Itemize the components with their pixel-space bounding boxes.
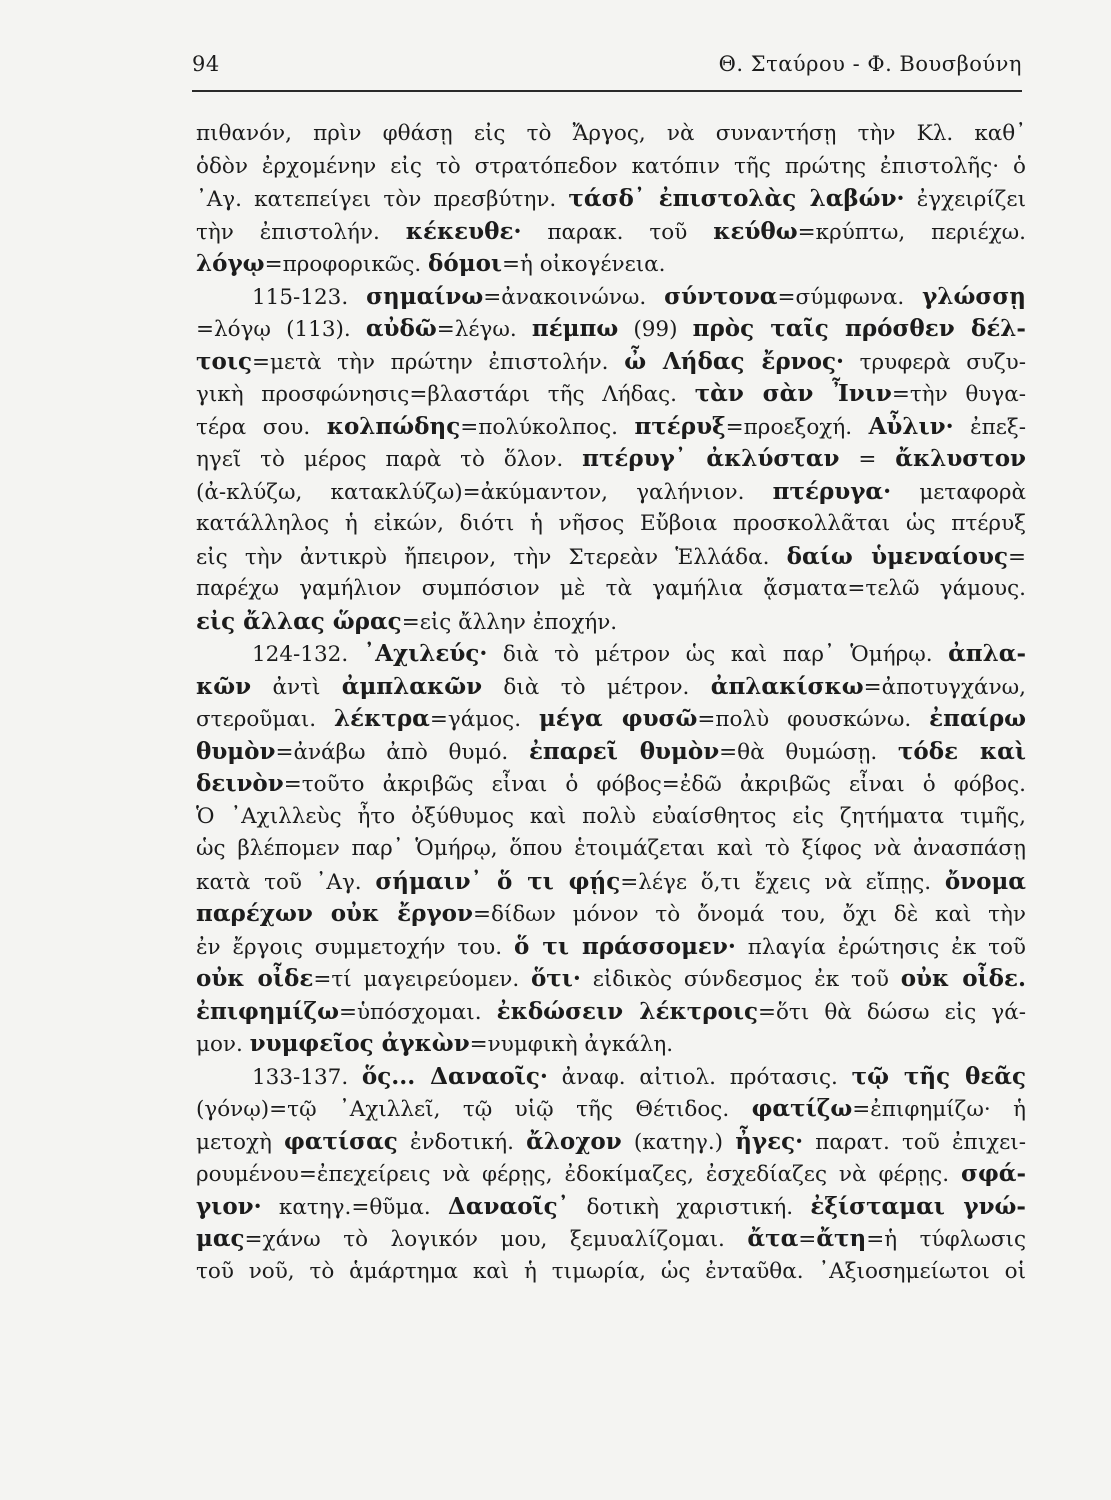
text-line	[196, 638, 1026, 671]
lemma: πτέρυξ	[634, 412, 726, 440]
lemma: γιον·	[196, 1192, 262, 1220]
lemma: κέκευθε·	[405, 217, 522, 245]
gloss: =	[798, 1227, 817, 1252]
gloss: κατάλληλος ἡ εἰκών, διότι ἡ νῆσος Εὔβοια προσκολλᾶται ὡς πτέρυξ	[196, 511, 1026, 536]
gloss: =ὑπόσχομαι.	[338, 999, 497, 1025]
gloss: =ἡ τύφλωσις	[866, 1227, 1026, 1252]
gloss: =εἰς ἄλλην ἐποχήν.	[401, 609, 618, 635]
gloss: =κρύπτω, περιέχω.	[797, 219, 1026, 245]
lemma: τάσδ᾽ ἐπιστολὰς λαβών·	[568, 185, 905, 212]
gloss: =γάμος.	[429, 707, 539, 732]
lemma: ἄλοχον	[526, 1127, 622, 1155]
gloss: =χάνω τὸ λογικόν μου, ξεμυαλίζομαι.	[244, 1227, 748, 1252]
lemma: ἀπλα-	[948, 640, 1026, 667]
lemma: πέμπω	[531, 315, 619, 342]
text-line	[196, 443, 1026, 476]
text-line	[196, 768, 1026, 801]
lemma: σύντονα	[664, 282, 778, 310]
gloss: ἐν ἔργοις συμμετοχήν του.	[196, 934, 514, 960]
gloss: δοτικὴ χαριστική.	[569, 1194, 811, 1220]
gloss: =ἀνάβω ἀπὸ θυμό.	[275, 739, 529, 765]
gloss: =	[1007, 544, 1026, 570]
lemma: θυμὸν	[196, 737, 276, 765]
text-line	[196, 541, 1026, 574]
lemma: Αὖλιν·	[868, 412, 954, 440]
gloss: τὴν ἐπιστολήν.	[196, 219, 406, 245]
lemma: σήμαιν᾽ ὅ τι φῄς	[375, 867, 621, 895]
text-line	[196, 216, 1026, 249]
lemma: οὐκ οἶδε.	[900, 965, 1026, 992]
text-line	[196, 118, 1026, 151]
lemma: οὐκ οἶδε	[196, 965, 314, 992]
lemma: Δαναοῖς᾽	[448, 1192, 570, 1220]
text-line	[196, 508, 1026, 541]
gloss: διὰ τὸ μέτρον ὡς καὶ παρ᾽ Ὁμήρῳ.	[487, 642, 949, 667]
gloss: τέρα σου.	[196, 414, 327, 440]
gloss: Ὁ ᾽Αχιλλεὺς ἦτο ὀξύθυμος καὶ πολὺ εὐαίσθητος εἰς ζητήματα τιμῆς,	[196, 803, 1026, 829]
gloss: τοῦ νοῦ, τὸ ἁμάρτημα καὶ ἡ τιμωρία, ὡς ἐνταῦθα. ᾽Αξιοσημείωτοι οἱ	[196, 1258, 1026, 1284]
gloss: ἐνδοτική.	[397, 1129, 527, 1155]
commentary-text	[196, 118, 1026, 1288]
gloss: =λέγω.	[436, 317, 532, 342]
lemma: δόμοι	[428, 250, 503, 277]
lemma: κῶν	[196, 672, 252, 700]
text-line	[196, 1028, 1026, 1061]
text-line	[196, 1093, 1026, 1126]
gloss: μεταφορὰ	[891, 479, 1026, 505]
gloss: ἐγχειρίζει	[904, 187, 1026, 212]
gloss: ρουμένου=ἐπεχείρεις νὰ φέρῃς, ἐδοκίμαζες, ἐσχεδίαζες νὰ φέρῃς.	[196, 1162, 961, 1187]
text-line	[196, 281, 1026, 314]
gloss: =	[839, 447, 896, 472]
text-line	[196, 1191, 1026, 1224]
page-header	[192, 52, 1022, 82]
gloss: μετοχὴ	[196, 1129, 285, 1155]
lemma: ὅτι·	[530, 965, 581, 992]
lemma: τὰν σὰν Ἶνιν	[694, 380, 892, 407]
gloss: κατηγ.=θῦμα.	[261, 1194, 448, 1220]
text-line	[196, 346, 1026, 379]
lemma: ἄτη	[816, 1225, 867, 1252]
text-line	[196, 1158, 1026, 1191]
gloss: =λόγῳ (113).	[196, 317, 366, 342]
gloss: 124-132.	[252, 642, 364, 667]
text-line	[196, 183, 1026, 216]
gloss: =θὰ θυμώσῃ.	[719, 739, 898, 765]
lemma: ἐπαρεῖ θυμὸν	[528, 737, 720, 765]
lemma: ἐπιφημίζω	[196, 997, 339, 1025]
gloss: =τοῦτο ἀκριβῶς εἶναι ὁ φόβος=ἐδῶ ἀκριβῶς εἶναι ὁ φόβος.	[283, 772, 1026, 797]
gloss: πιθανόν, πρὶν φθάσῃ εἰς τὸ Ἄργος, νὰ συναντήσῃ τὴν Κλ. καθ᾽	[196, 121, 1026, 146]
gloss: στεροῦμαι.	[196, 707, 335, 732]
lemma: σημαίνω	[366, 282, 484, 310]
gloss: =ἀνακοινώνω.	[483, 284, 665, 310]
gloss: κατὰ τοῦ ᾽Αγ.	[196, 869, 376, 895]
running-title: Θ. Σταύρου - Φ. Βουσβούνη	[718, 52, 1022, 76]
lemma: ὅς... Δαναοῖς·	[361, 1062, 548, 1090]
lemma: ἦγες·	[735, 1127, 804, 1155]
gloss: =τί μαγειρεύομεν.	[313, 967, 531, 992]
gloss: 115-123.	[252, 284, 367, 310]
gloss: =δίδων μόνον τὸ ὄνομά του, ὄχι δὲ καὶ τὴν	[472, 902, 1026, 927]
lemma: ᾽Αχιλεύς·	[363, 640, 488, 667]
gloss: ἀναφ. αἰτιολ. πρότασις.	[547, 1064, 852, 1090]
gloss: =σύμφωνα.	[777, 284, 923, 310]
gloss: εἰδικὸς σύνδεσμος ἐκ τοῦ	[580, 967, 901, 992]
text-line	[196, 898, 1026, 931]
gloss: ἀντὶ	[251, 674, 342, 700]
gloss: (99)	[618, 317, 693, 342]
lemma: ἄτα	[747, 1225, 799, 1252]
gloss: ηγεῖ τὸ μέρος παρὰ τὸ ὅλον.	[196, 447, 583, 472]
lemma: εἰς ἄλλας ὥρας	[196, 607, 402, 635]
gloss: διὰ τὸ μέτρον.	[482, 674, 711, 700]
lemma: ἐξίσταμαι γνώ-	[810, 1192, 1026, 1220]
lemma: μέγα φυσῶ	[538, 705, 698, 732]
gloss: =ἡ οἰκογένεια.	[502, 252, 666, 277]
lemma: πτέρυγ᾽ ἀκλύσταν	[582, 445, 840, 472]
text-line	[196, 703, 1026, 736]
text-line	[196, 606, 1026, 639]
gloss: (κατηγ.)	[621, 1129, 736, 1155]
lemma: ἀπλακίσκω	[710, 672, 864, 700]
gloss: ὡς βλέπομεν παρ᾽ Ὁμήρῳ, ὅπου ἑτοιμάζεται καὶ τὸ ξίφος νὰ ἀνασπάσῃ	[196, 836, 1026, 861]
text-line	[196, 866, 1026, 899]
lemma: ὦ Λήδας ἔρνος·	[624, 347, 844, 375]
gloss: =ὅτι θὰ δώσω εἰς γά-	[757, 999, 1026, 1025]
gloss: =ἀποτυγχάνω,	[863, 674, 1026, 700]
text-line	[196, 931, 1026, 964]
lemma: ὄνομα	[944, 867, 1026, 895]
text-line	[196, 801, 1026, 834]
lemma: φατίσας	[284, 1127, 398, 1155]
gloss: γικὴ προσφώνησις=βλαστάρι τῆς Λήδας.	[196, 382, 695, 407]
lemma: ἐκδώσειν λέκτροις	[496, 997, 758, 1025]
gloss: παρατ. τοῦ ἐπιχει-	[803, 1129, 1026, 1155]
text-line	[196, 671, 1026, 704]
lemma: γλώσσῃ	[922, 282, 1027, 310]
text-line	[196, 1126, 1026, 1159]
lemma: κεύθω	[713, 217, 798, 245]
text-line	[196, 248, 1026, 281]
lemma: λέκτρα	[334, 705, 430, 732]
lemma: τόδε καὶ	[897, 737, 1026, 765]
gloss: (γόνῳ)=τῷ ᾽Αχιλλεῖ, τῷ υἱῷ τῆς Θέτιδος.	[196, 1097, 752, 1122]
gloss: τρυφερὰ συζυ-	[843, 349, 1026, 375]
text-line	[196, 996, 1026, 1029]
text-line	[196, 833, 1026, 866]
gloss: (ἀ-κλύζω, κατακλύζω)=ἀκύμαντον, γαλήνιον.	[196, 479, 773, 505]
gloss: ὁδὸν ἐρχομένην εἰς τὸ στρατόπεδον κατόπιν τῆς πρώτης ἐπιστολῆς· ὁ	[196, 153, 1026, 179]
gloss: =ἐπιφημίζω· ἡ	[852, 1097, 1026, 1122]
text-line	[196, 1256, 1026, 1289]
gloss: =τὴν θυγα-	[891, 382, 1026, 407]
gloss: 133-137.	[252, 1064, 362, 1090]
gloss: εἰς τὴν ἀντικρὺ ἤπειρον, τὴν Στερεὰν Ἑλλάδα.	[196, 544, 787, 570]
lemma: φατίζω	[751, 1095, 853, 1122]
lemma: αὐδῶ	[365, 315, 437, 342]
text-line	[196, 378, 1026, 411]
lemma: δαίω ὑμεναίους	[786, 542, 1008, 570]
lemma: μας	[196, 1225, 245, 1252]
header-rule	[192, 90, 1022, 92]
text-line	[196, 151, 1026, 184]
text-line	[196, 313, 1026, 346]
gloss: =πολύκολπος.	[460, 414, 635, 440]
lemma: ὅ τι πράσσομεν·	[513, 932, 736, 960]
lemma: νυμφεῖος ἀγκὼν	[249, 1030, 470, 1057]
gloss: =λέγε ὅ,τι ἔχεις νὰ εἴπῃς.	[620, 869, 945, 895]
text-line	[196, 736, 1026, 769]
gloss: =νυμφικὴ ἀγκάλη.	[469, 1032, 674, 1057]
gloss: =πολὺ φουσκώνω.	[697, 707, 930, 732]
gloss: =προφορικῶς.	[264, 252, 429, 277]
gloss: παρέχω γαμήλιον συμπόσιον μὲ τὰ γαμήλια ᾄσματα=τελῶ γάμους.	[196, 576, 1026, 601]
lemma: λόγῳ	[196, 250, 265, 277]
text-line	[196, 573, 1026, 606]
text-line	[196, 476, 1026, 509]
lemma: ἄκλυστον	[895, 445, 1027, 472]
gloss: =μετὰ τὴν πρώτην ἐπιστολήν.	[251, 349, 625, 375]
gloss: ἐπεξ-	[953, 414, 1027, 440]
lemma: σφά-	[960, 1160, 1026, 1187]
lemma: πτέρυγα·	[772, 477, 892, 505]
gloss: παρακ. τοῦ	[521, 219, 714, 245]
text-line	[196, 411, 1026, 444]
lemma: ἀμπλακῶν	[341, 672, 483, 700]
gloss: πλαγία ἐρώτησις ἐκ τοῦ	[735, 934, 1026, 960]
lemma: τῷ τῆς θεᾶς	[851, 1062, 1027, 1090]
text-line	[196, 963, 1026, 996]
text-line	[196, 1061, 1026, 1094]
lemma: πρὸς ταῖς πρόσθεν δέλ-	[692, 315, 1026, 342]
lemma: δεινὸν	[196, 770, 284, 797]
lemma: ἐπαίρω	[929, 705, 1027, 732]
text-line	[196, 1223, 1026, 1256]
lemma: τοις	[196, 347, 252, 375]
lemma: κολπώδης	[326, 412, 461, 440]
page-number: 94	[192, 52, 220, 76]
gloss: μον.	[196, 1032, 250, 1057]
lemma: παρέχων οὐκ ἔργον	[196, 900, 473, 927]
gloss: =προεξοχή.	[725, 414, 869, 440]
gloss: ᾽Αγ. κατεπείγει τὸν πρεσβύτην.	[196, 187, 569, 212]
